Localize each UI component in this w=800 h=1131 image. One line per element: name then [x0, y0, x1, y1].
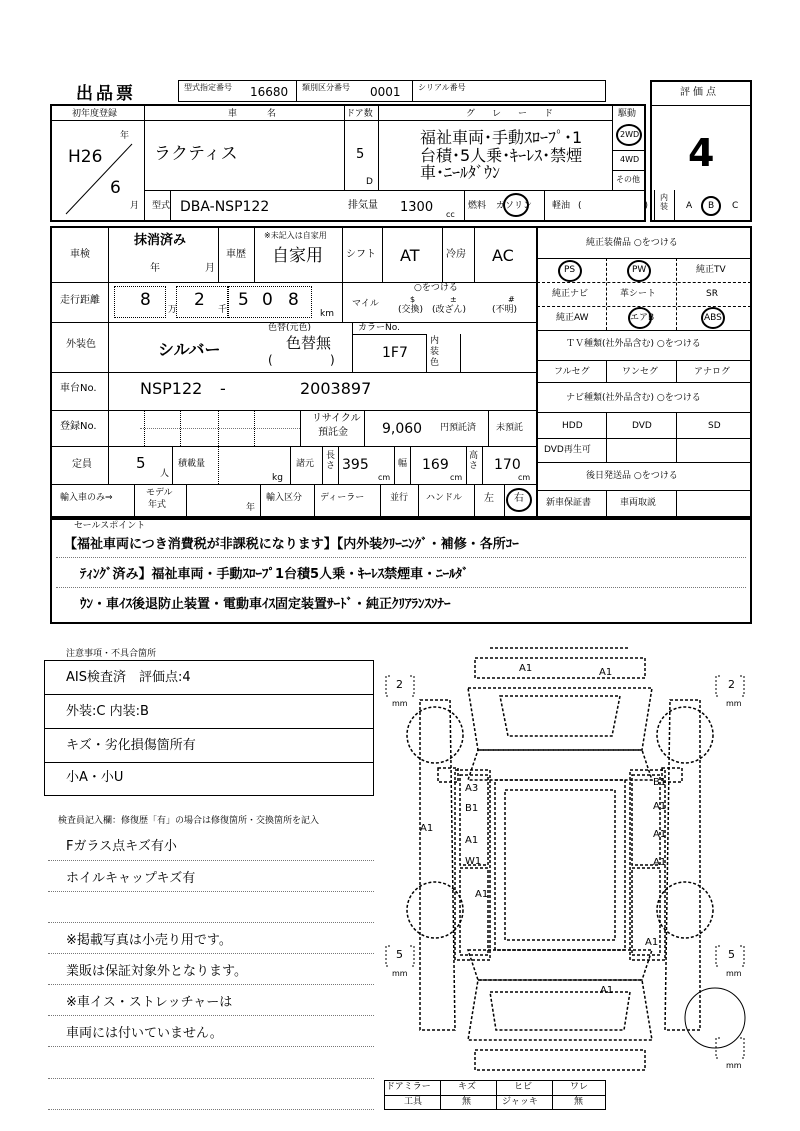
shift-value: AT: [400, 246, 420, 265]
handle-right: 右: [514, 493, 524, 504]
ac-label: 冷房: [446, 249, 466, 260]
import-dealer: ディーラー: [320, 493, 365, 503]
navi-hdd: HDD: [562, 421, 583, 431]
inspector-line-1: Fガラス点キズ有小: [66, 839, 177, 854]
drive-2wd-circle: [616, 124, 642, 146]
damage-mark: A1: [653, 857, 667, 868]
chassis-label: 車台No.: [60, 383, 97, 394]
interior-c: C: [732, 201, 739, 211]
unknown-symbol: #: [508, 295, 515, 304]
tread-unit: mm: [392, 699, 408, 708]
length-label: 長さ: [326, 451, 336, 471]
legend-jack-value: 無: [574, 1097, 584, 1107]
import-parallel: 並行: [390, 493, 409, 503]
car-name-label: 車 名: [228, 109, 281, 119]
capacity-unit: 人: [160, 469, 170, 479]
color-label: 外装色: [66, 339, 96, 350]
load-unit: kg: [272, 473, 283, 483]
interior-label: 内装: [660, 193, 668, 211]
recycle-value: 9,060: [382, 421, 423, 437]
dims-label: 諸元: [296, 459, 315, 469]
inspector-line-5: 業販は保証対象外となります。: [66, 964, 247, 979]
first-reg-month: 6: [110, 178, 121, 198]
damage-mark: A1: [599, 667, 613, 678]
equip-tv: 純正TV: [696, 265, 726, 275]
navi-title: ナビ種類(社外品含む) ○をつける: [566, 393, 701, 403]
recycle-label-1: リサイクル: [312, 413, 361, 424]
class-no: 0001: [370, 85, 401, 99]
score-label: 評価点: [680, 87, 719, 98]
tread-unit: mm: [726, 969, 742, 978]
equip-abs: ABS: [704, 313, 722, 323]
color-no-label: カラーNo.: [358, 323, 400, 333]
first-reg-year: H26: [68, 147, 103, 167]
navi-dvd-play: DVD再生可: [544, 445, 591, 455]
drive-2wd: 2WD: [620, 130, 640, 139]
sales-line-3: ｳﾝ・車ｲｽ後退防止装置・電動車ｲｽ固定装置ｻｰﾄﾞ・純正ｸﾘｱﾗﾝｽｿﾅｰ: [80, 597, 451, 612]
chassis-number: 2003897: [300, 379, 372, 398]
import-label: 輸入車のみ⇒: [60, 493, 113, 503]
notes-label: 注意事項・不具合箇所: [66, 649, 157, 659]
altered-symbol: ±: [450, 295, 457, 304]
fuel-diesel: 軽油: [552, 201, 571, 211]
equip-aw: 純正AW: [556, 313, 589, 323]
equip-abs-circle: [701, 307, 725, 329]
legend-tools: 工具: [404, 1097, 423, 1107]
color-value: シルバー: [158, 340, 221, 359]
handle-left: 左: [484, 493, 494, 504]
height-value: 170: [494, 457, 521, 473]
recycle-paid: 円預託済: [440, 423, 477, 433]
notes-line-3: キズ・劣化損傷箇所有: [66, 738, 196, 753]
drive-other: その他: [616, 175, 640, 184]
mileage-digit-2: 2: [194, 290, 205, 310]
damage-mark: A1: [465, 835, 479, 846]
notes-line-1: AIS検査済 評価点:4: [66, 670, 191, 685]
sales-line-1: 【福祉車両につき消費税が非課税になります】【内外装ｸﾘｰﾆﾝｸﾞ・補修・各所ｺｰ: [64, 537, 519, 552]
docs-manual: 車両取説: [620, 498, 657, 508]
height-label: 高さ: [469, 451, 479, 471]
damage-mark: A3: [465, 783, 479, 794]
class-no-label: 類別区分番号: [302, 83, 350, 92]
grade-line-1: 福祉車両･手動ｽﾛｰﾌﾟ･1: [420, 128, 583, 147]
tread-rear-left: 5: [396, 948, 403, 961]
mile-mark-note: ○をつける: [414, 283, 458, 293]
tread-front-left: 2: [396, 678, 403, 691]
repaint-value: 色替無: [286, 334, 332, 352]
mileage-digit-1: 8: [140, 290, 151, 310]
capacity-value: 5: [136, 454, 146, 472]
width-label: 幅: [398, 459, 408, 469]
damage-mark: A1: [653, 801, 667, 812]
inspector-label: 検査員記入欄：修復歴「有」の場合は修復箇所・交換箇所を記入: [58, 816, 320, 826]
handle-label: ハンドル: [426, 493, 463, 503]
width-value: 169: [422, 457, 449, 473]
sales-line-2: ﾃｨﾝｸﾞ済み】福祉車両・手動ｽﾛｰﾌﾟ1台積5人乗・ｷｰﾚｽ禁煙車・ﾆｰﾙﾀﾞ: [80, 567, 469, 582]
equip-sr: SR: [706, 289, 718, 299]
damage-mark: A1: [475, 889, 489, 900]
legend-mirror: ドアミラー: [386, 1082, 431, 1092]
import-class-label: 輸入区分: [266, 493, 303, 503]
navi-dvd: DVD: [632, 421, 652, 431]
inspector-line-2: ホイルキャップキズ有: [66, 871, 196, 886]
reg-label: 登録No.: [60, 421, 97, 432]
mileage-sen: 千: [218, 305, 228, 315]
inspection-label: 車検: [70, 249, 90, 260]
docs-warranty: 新車保証書: [546, 498, 592, 508]
fuel-other: ( ): [578, 201, 649, 211]
chassis-prefix: NSP122: [140, 379, 203, 398]
mile-label: マイル: [352, 299, 379, 309]
mileage-man: 万: [168, 305, 178, 315]
fuel-gasoline-circle: [503, 193, 529, 217]
navi-sd: SD: [708, 421, 721, 431]
damage-mark: W1: [465, 856, 482, 867]
equip-pw-circle: [627, 260, 651, 282]
inspection-year: 年: [150, 263, 160, 274]
form-title: 出品票: [76, 84, 136, 104]
damage-mark: A1: [600, 985, 614, 996]
drive-4wd: 4WD: [620, 155, 640, 164]
mileage-digit-4: 0: [262, 290, 273, 310]
serial-label: シリアル番号: [418, 83, 466, 92]
chassis-dash: -: [220, 379, 226, 398]
interior-a: A: [686, 201, 693, 211]
model-year-label-2: 年式: [148, 500, 167, 510]
model-year-label-1: モデル: [146, 488, 173, 498]
tread-unit: mm: [392, 969, 408, 978]
legend-tools-value: 無: [462, 1097, 472, 1107]
inspector-line-7: 車両には付いていません。: [66, 1026, 223, 1041]
tread-rear-right: 5: [728, 948, 735, 961]
repaint-label: 色替(元色): [268, 323, 312, 333]
type-no-label: 型式指定番号: [184, 83, 232, 92]
repaint-paren-open: (: [268, 353, 273, 367]
tread-front-right: 2: [728, 678, 735, 691]
height-unit: cm: [518, 473, 531, 482]
grade-line-2: 台積･5人乗･ｷｰﾚｽ･禁煙: [420, 146, 583, 165]
inspection-value: 抹消済み: [134, 233, 187, 248]
width-unit: cm: [450, 473, 463, 482]
fuel-label: 燃料: [468, 201, 487, 211]
length-unit: cm: [378, 473, 391, 482]
damage-mark: A1: [420, 823, 434, 834]
tv-fullseg: フルセグ: [554, 367, 590, 377]
mileage-digit-3: 5: [238, 290, 249, 310]
equip-ps-circle: [558, 260, 582, 282]
capacity-label: 定員: [72, 459, 92, 470]
docs-title: 後日発送品 ○をつける: [586, 471, 678, 481]
inspector-line-4: ※掲載写真は小売り用です。: [66, 933, 232, 948]
type-no: 16680: [250, 85, 289, 99]
equipment-title: 純正装備品 ○をつける: [586, 238, 678, 248]
disp-label: 排気量: [348, 200, 378, 211]
first-reg-month-unit: 月: [130, 201, 140, 211]
disp-value: 1300: [400, 200, 434, 215]
history-note: ※未記入は自家用: [264, 231, 327, 240]
tv-title: ＴＶ種類(社外品含む) ○をつける: [566, 339, 701, 349]
equip-navi: 純正ナビ: [552, 289, 589, 299]
doors-label: ドア数: [346, 109, 373, 119]
tv-analog: アナログ: [694, 367, 731, 377]
color-no-value: 1F7: [382, 345, 408, 361]
inspector-line-6: ※車イス・ストレッチャーは: [66, 995, 233, 1010]
history-label: 車歴: [226, 249, 246, 260]
inspection-month: 月: [205, 263, 215, 274]
altered-label: (改ざん): [432, 305, 467, 315]
damage-mark: A1: [653, 829, 667, 840]
damage-mark: B1: [465, 803, 479, 814]
grade-line-3: 車･ﾆｰﾙﾀﾞｳﾝ: [420, 163, 501, 182]
fuel-gasoline: ガソリン: [496, 201, 533, 211]
length-value: 395: [342, 457, 369, 473]
exchange-symbol: $: [410, 295, 416, 304]
doors-suffix: D: [366, 177, 373, 187]
notes-line-2: 外装:C 内装:B: [66, 704, 149, 719]
tread-unit: mm: [726, 1061, 742, 1070]
legend-crack: ヒビ: [514, 1082, 533, 1092]
interior-b-circle: [701, 196, 721, 216]
legend-broken: ワレ: [570, 1082, 589, 1092]
car-name: ラクティス: [154, 144, 238, 164]
ac-value: AC: [492, 246, 514, 265]
damage-mark: B1: [653, 777, 667, 788]
mileage-digit-5: 8: [288, 290, 299, 310]
doors-value: 5: [356, 147, 365, 162]
sales-label: セールスポイント: [74, 521, 146, 531]
legend-jack: ジャッキ: [502, 1097, 538, 1107]
model-label: 型式: [152, 201, 171, 211]
recycle-unpaid: 未預託: [496, 423, 524, 433]
first-reg-year-unit: 年: [120, 131, 130, 141]
mileage-label: 走行距離: [60, 295, 100, 306]
equip-pw: PW: [632, 265, 647, 275]
legend-scratch: キズ: [458, 1082, 476, 1092]
damage-mark: A1: [645, 937, 659, 948]
unknown-label: (不明): [492, 305, 518, 315]
import-year: 年: [246, 503, 256, 513]
tread-unit: mm: [726, 699, 742, 708]
tv-oneseg: ワンセグ: [622, 367, 659, 377]
score-value: 4: [688, 131, 715, 175]
shift-label: シフト: [346, 249, 376, 260]
grade-label: グ レ ー ド: [466, 109, 558, 119]
history-value: 自家用: [272, 246, 323, 266]
mileage-km: km: [320, 309, 334, 319]
notes-line-4: 小A・小U: [66, 770, 124, 785]
disp-unit: cc: [446, 210, 455, 219]
equip-leather: 革シート: [620, 289, 657, 299]
load-label: 積載量: [178, 459, 206, 469]
recycle-label-2: 預託金: [318, 427, 348, 438]
first-reg-label: 初年度登録: [72, 109, 118, 119]
equip-ps: PS: [564, 265, 576, 275]
repaint-paren-close: ): [330, 353, 335, 367]
handle-right-circle: [506, 488, 532, 512]
exchange-label: (交換): [398, 305, 424, 315]
interior-b: B: [708, 201, 715, 211]
equip-airbag: エアB: [630, 313, 655, 323]
car-damage-diagram: [380, 640, 760, 1090]
first-reg-slash: [60, 140, 140, 220]
equip-airbag-circle: [628, 307, 655, 329]
damage-mark: A1: [519, 663, 533, 674]
int-color-label: 内装色: [430, 336, 440, 368]
drive-label: 駆動: [618, 109, 637, 119]
model-value: DBA-NSP122: [180, 199, 270, 215]
